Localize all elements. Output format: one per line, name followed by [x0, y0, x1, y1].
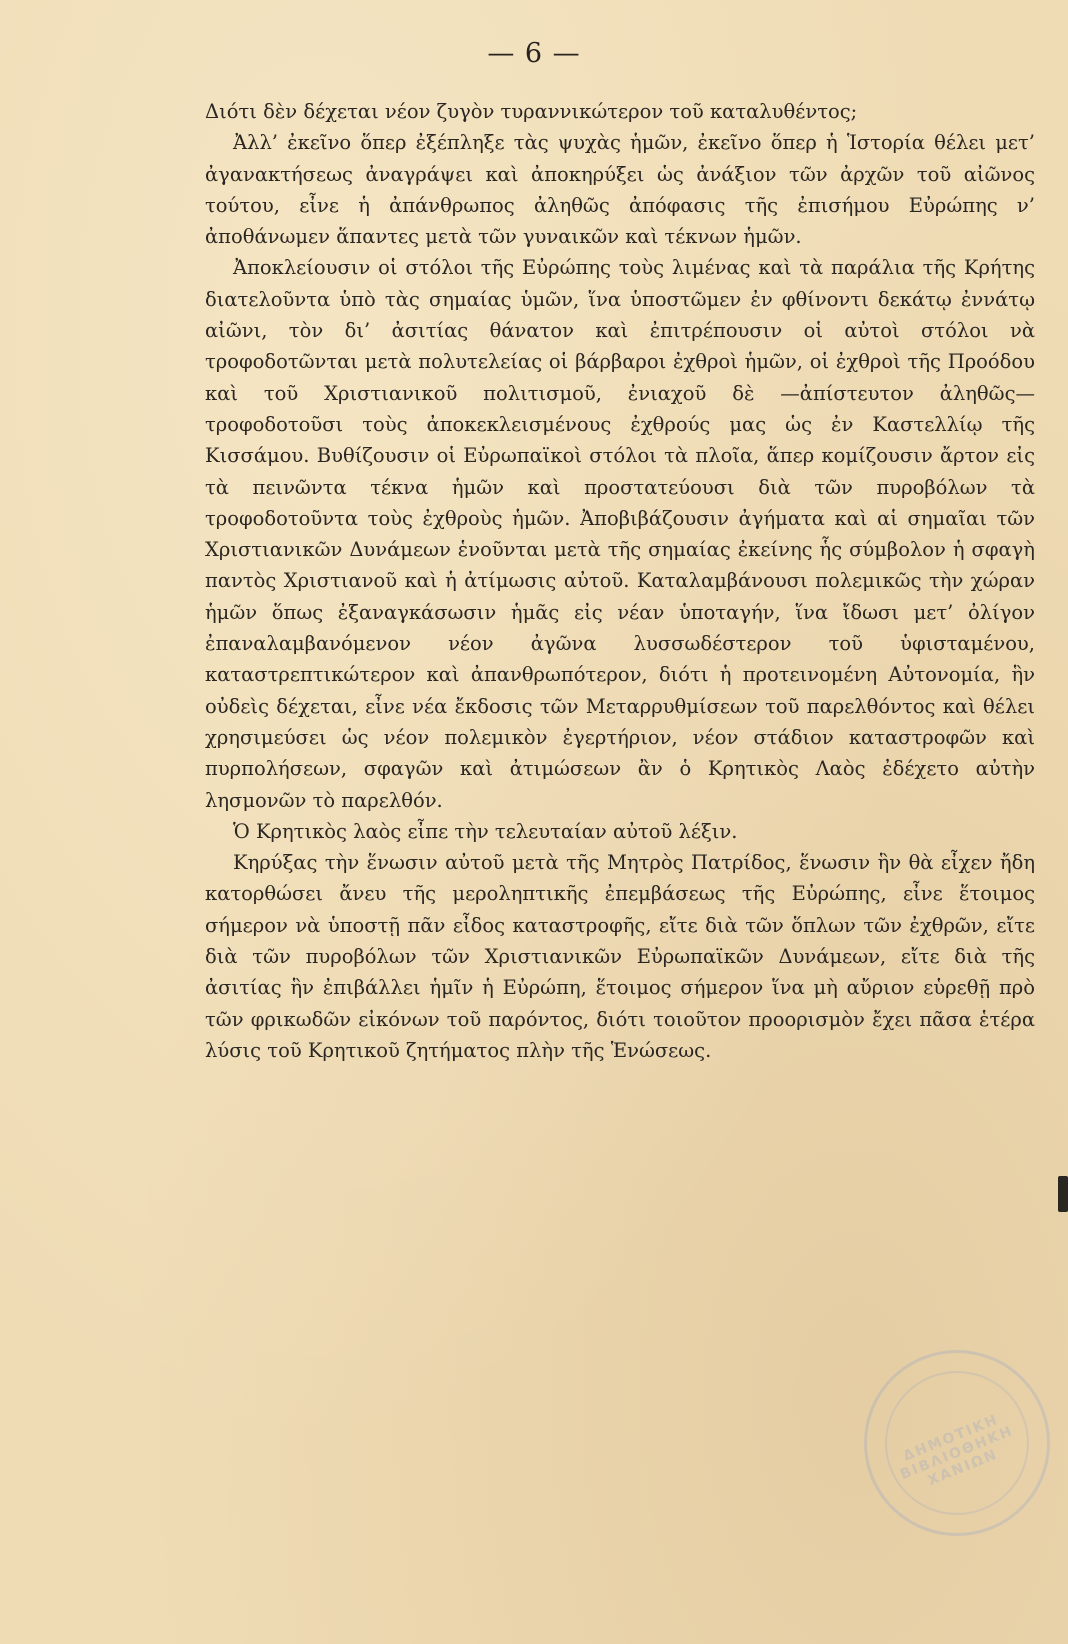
page-number: — 6 —	[487, 38, 581, 69]
library-stamp	[864, 1350, 1050, 1536]
text-body	[205, 96, 1035, 1066]
paragraph: Διότι δὲν δέχεται νέον ζυγὸν τυραννικώτερον τοῦ καταλυθέντος;	[205, 100, 858, 123]
paragraph: Ἀποκλείουσιν οἱ στόλοι τῆς Εὐρώπης τοὺς λιμένας καὶ τὰ παράλια τῆς Κρήτης διατελοῦντα ὑπὸ τὰς σημαίας ὑμῶν, ἵνα ὑποστῶμεν ἐν φθίνοντι δεκάτῳ ἐννάτῳ αἰῶνι, τὸν δι’ ἀσιτίας θάνατον καὶ ἐπιτρέπουσιν οἱ αὐτοὶ στόλοι νὰ τροφοδοτῶνται μετὰ πολυτελείας οἱ βάρβαροι ἐχθροὶ ἡμῶν, οἱ ἐχθροὶ τῆς Προόδου καὶ τοῦ Χριστιανικοῦ πολιτισμοῦ, ἐνιαχοῦ δὲ —ἀπίστευτον ἀληθῶς— τροφοδοτοῦσι τοὺς ἀποκεκλεισμένους ἐχθρούς μας ὡς ἐν Καστελλίῳ τῆς Κισσάμου. Βυθίζουσιν οἱ Εὐρωπαϊκοὶ στόλοι τὰ πλοῖα, ἅπερ κομίζουσιν ἄρτον εἰς τὰ πεινῶντα τέκνα ἡμῶν καὶ προστατεύουσι διὰ τῶν πυροβόλων τὰ τροφοδοτοῦντα τοὺς ἐχθροὺς ἡμῶν. Ἀποβιβάζουσιν ἀγήματα καὶ αἱ σημαῖαι τῶν Χριστιανικῶν Δυνάμεων ἑνοῦνται μετὰ τῆς σημαίας ἐκείνης ἧς σύμβολον ἡ σφαγὴ παντὸς Χριστιανοῦ καὶ ἡ ἀτίμωσις αὐτοῦ. Καταλαμβάνουσι πολεμικῶς τὴν χώραν ἡμῶν ὅπως ἐξαναγκάσωσιν ἡμᾶς εἰς νέαν ὑποταγήν, ἵνα ἴδωσι μετ’ ὀλίγον ἐπαναλαμβανόμενον νέον ἀγῶνα λυσσωδέστερον τοῦ ὑφισταμένου, καταστρεπτικώτερον καὶ ἀπανθρωπότερον, διότι ἡ προτεινομένη Αὐτονομία, ἣν οὐδεὶς δέχεται, εἶνε νέα ἔκδοσις τῶν Μεταρρυθμίσεων τοῦ παρελθόντος καὶ θέλει χρησιμεύσει ὡς νέον πολεμικὸν ἐγερτήριον, νέον στάδιον καταστροφῶν καὶ πυρπολήσεων, σφαγῶν καὶ ἀτιμώσεων ἂν ὁ Κρητικὸς Λαὸς ἐδέχετο αὐτὴν λησμονῶν τὸ παρελθόν.	[205, 256, 1035, 812]
paragraph: Ὁ Κρητικὸς λαὸς εἶπε τὴν τελευταίαν αὐτοῦ λέξιν.	[233, 819, 738, 843]
paragraph: Κηρύξας τὴν ἕνωσιν αὐτοῦ μετὰ τῆς Μητρὸς Πατρίδος, ἕνωσιν ἣν θὰ εἶχεν ἤδη κατορθώσει ἄνευ τῆς μεροληπτικῆς ἐπεμβάσεως τῆς Εὐρώπης, εἶνε ἕτοιμος σήμερον νὰ ὑποστῇ πᾶν εἶδος καταστροφῆς, εἴτε διὰ τῶν ὅπλων τῶν ἐχθρῶν, εἴτε διὰ τῶν πυροβόλων τῶν Χριστιανικῶν Εὐρωπαϊκῶν Δυνάμεων, εἴτε διὰ τῆς ἀσιτίας ἣν ἐπιβάλλει ἡμῖν ἡ Εὐρώπη, ἕτοιμος σήμερον ἵνα μὴ αὔριον εὑρεθῇ πρὸ τῶν φρικωδῶν εἰκόνων τοῦ παρόντος, διότι τοιοῦτον προορισμὸν ἔχει πᾶσα ἑτέρα λύσις τοῦ Κρητικοῦ ζητήματος πλὴν τῆς Ἑνώσεως.	[205, 851, 1035, 1062]
edge-mark	[1058, 1176, 1068, 1212]
paragraph: Ἀλλ’ ἐκεῖνο ὅπερ ἐξέπληξε τὰς ψυχὰς ἡμῶν, ἐκεῖνο ὅπερ ἡ Ἱστορία θέλει μετ’ ἀγανακτήσεως ἀναγράψει καὶ ἀποκηρύξει ὡς ἀνάξιον τῶν ἀρχῶν τοῦ αἰῶνος τούτου, εἶνε ἡ ἀπάνθρωπος ἀληθῶς ἀπόφασις τῆς ἐπισήμου Εὐρώπης ν’ ἀποθάνωμεν ἅπαντες μετὰ τῶν γυναικῶν καὶ τέκνων ἡμῶν.	[205, 131, 1035, 249]
stamp-text: ΔΗΜΟΤΙΚΗ ΒΙΒΛΙΟΘΗΚΗ ΧΑΝΙΩΝ	[898, 1411, 1016, 1490]
